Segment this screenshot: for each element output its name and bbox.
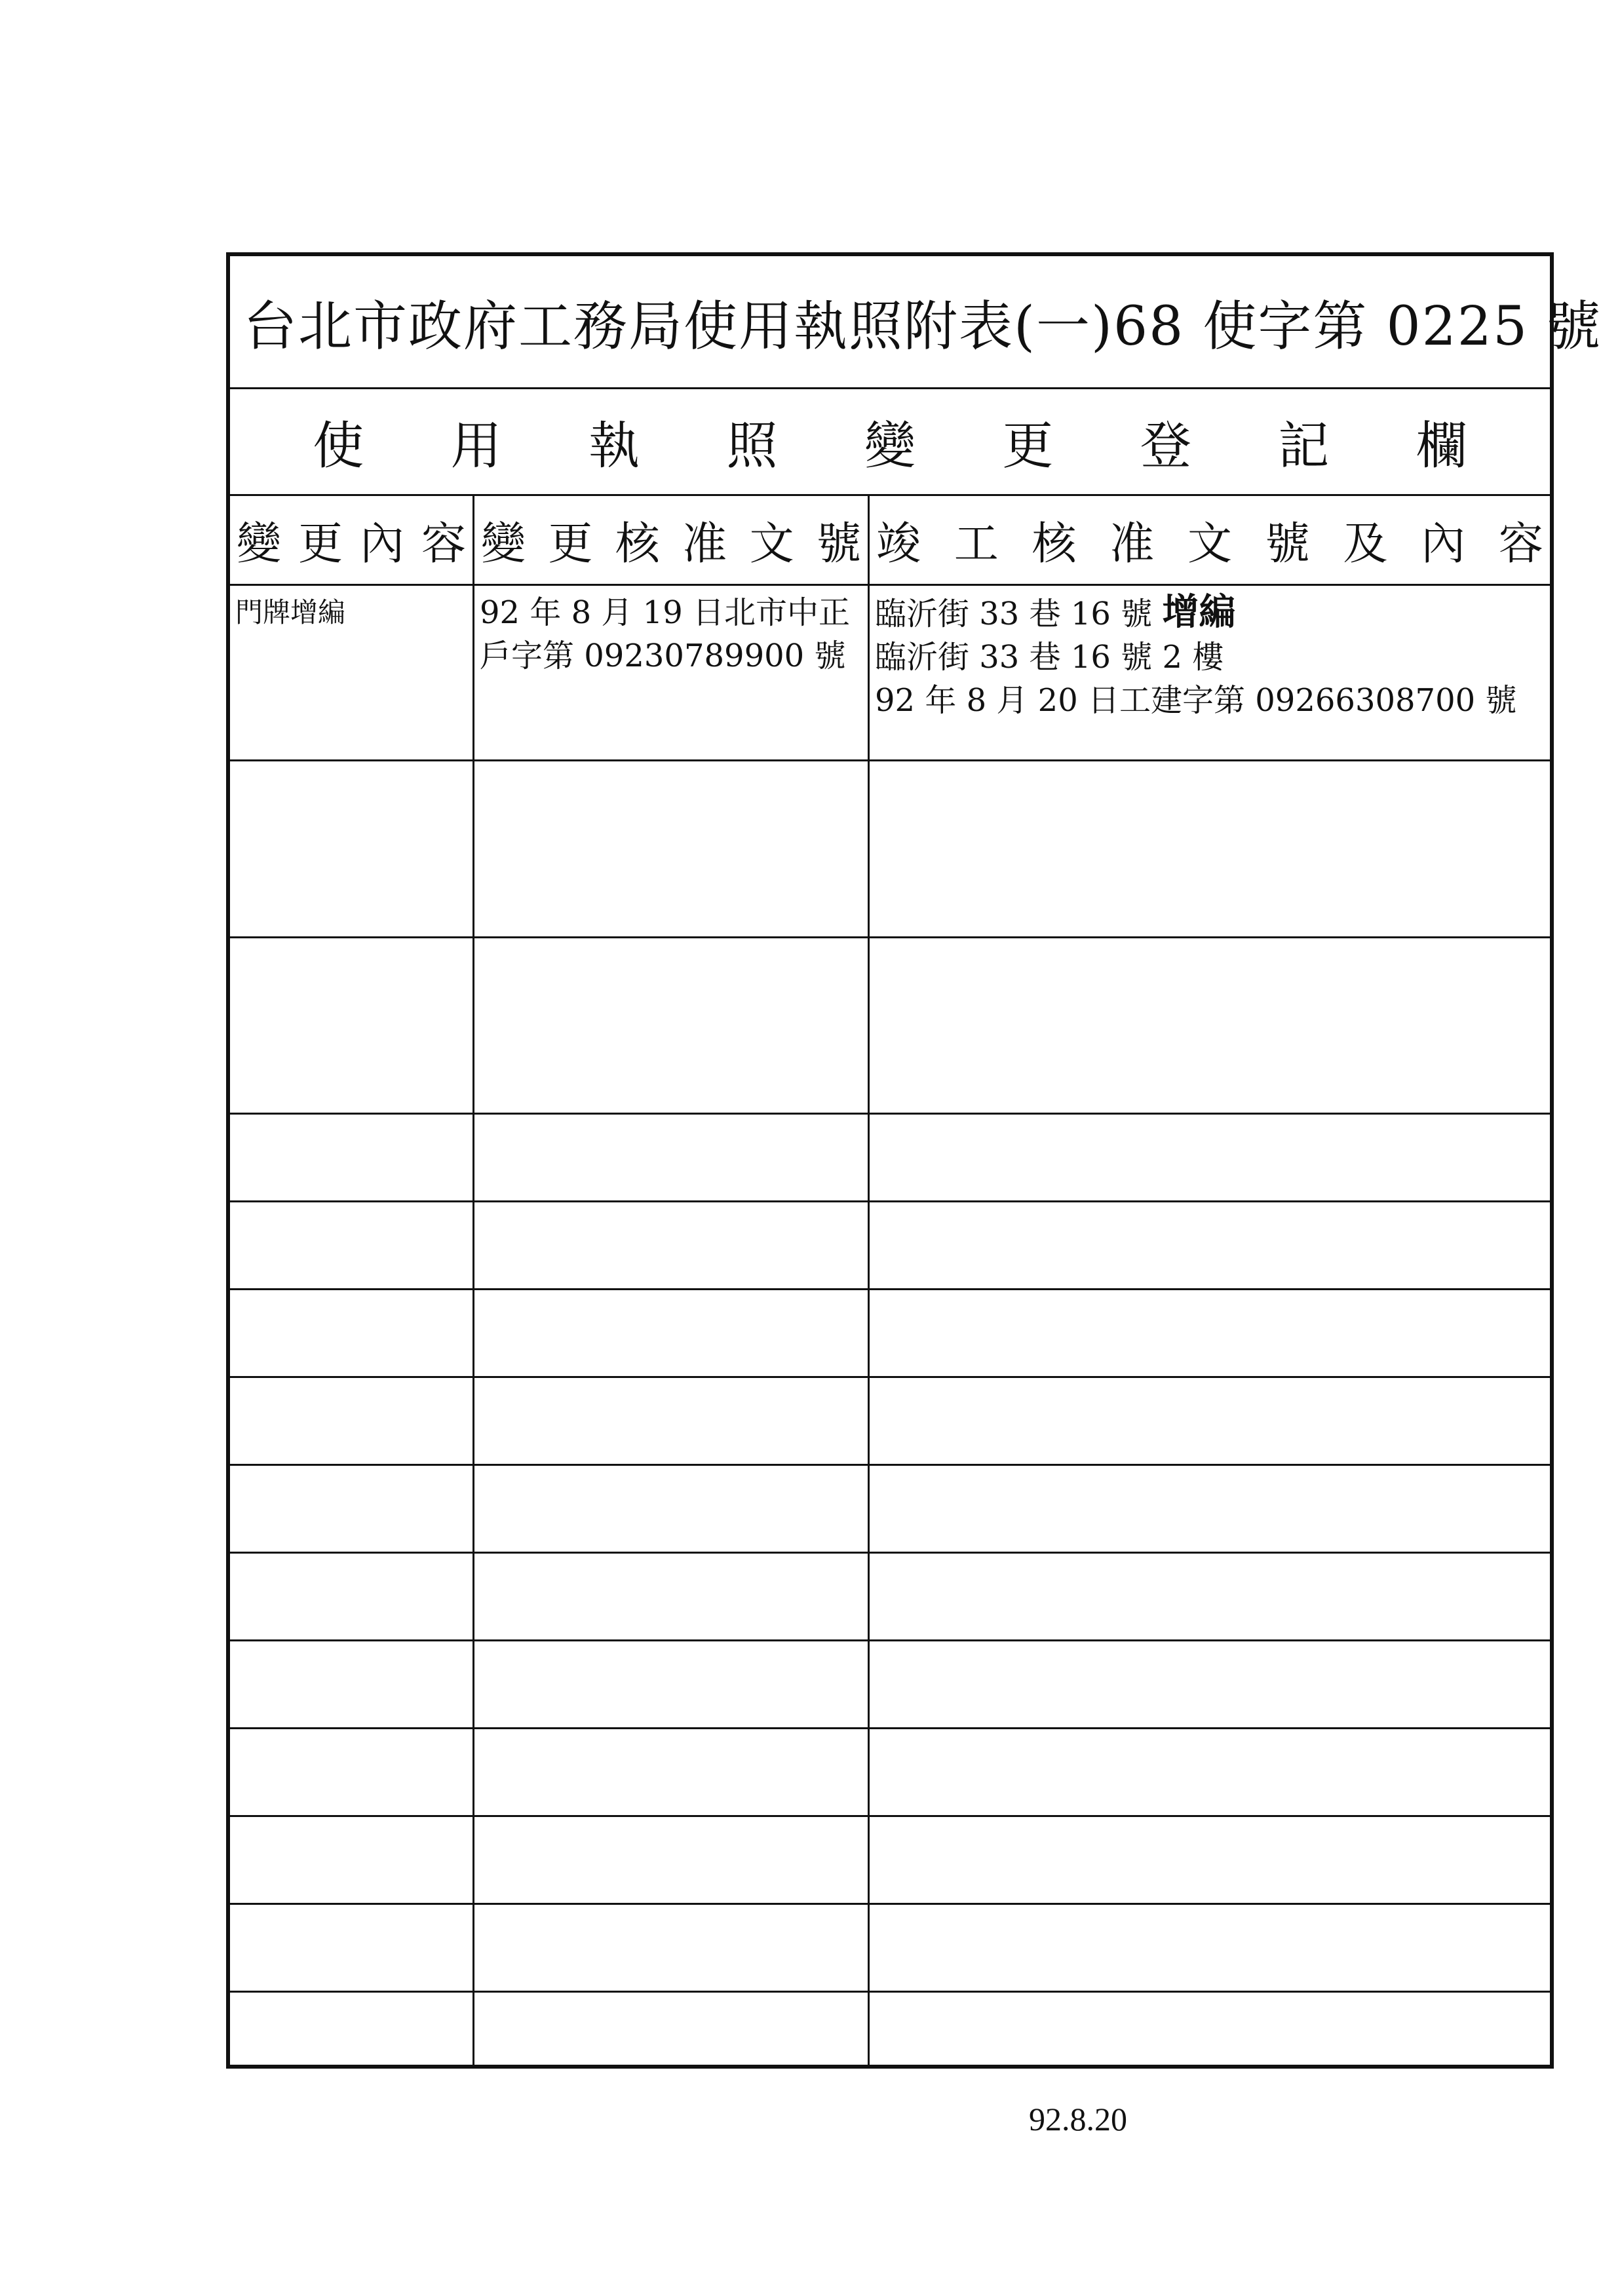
change-content-text: 門牌增編 xyxy=(235,596,346,628)
header-char: 核 xyxy=(615,518,660,570)
header-char: 准 xyxy=(1109,518,1155,570)
header-char: 號 xyxy=(816,518,861,570)
header-char: 核 xyxy=(1032,518,1077,570)
row-divider xyxy=(230,1727,1550,1729)
header-char: 容 xyxy=(421,518,466,570)
footer-date: 92.8.20 xyxy=(1029,2101,1127,2137)
completion-text: 92 年 8 月 20 日工建字第 09266308700 號 xyxy=(875,682,1517,719)
subtitle-char: 執 xyxy=(588,417,640,476)
completion-line xyxy=(875,591,1546,636)
completion-note: 增編 xyxy=(1162,591,1236,634)
column-header-approval-no xyxy=(474,496,868,584)
row-divider xyxy=(230,1639,1550,1641)
row-divider xyxy=(230,936,1550,938)
row-divider xyxy=(230,1903,1550,1905)
approval-no-line: 92 年 8 月 19 日北市中正 xyxy=(480,594,850,631)
header-char: 更 xyxy=(548,518,593,570)
column-header-change-content xyxy=(230,496,473,584)
approval-no-line: 戶字第 09230789900 號 xyxy=(480,638,846,674)
header-char: 更 xyxy=(298,518,343,570)
header-char: 變 xyxy=(481,518,526,570)
header-char: 變 xyxy=(237,518,282,570)
subtitle-char: 照 xyxy=(726,417,778,476)
header-char: 容 xyxy=(1498,518,1543,570)
form-title: 台北市政府工務局使用執照附表(一)68 使字第 0225 號 xyxy=(243,295,1602,358)
form-subtitle xyxy=(230,389,1550,494)
header-char: 號 xyxy=(1265,518,1310,570)
header-char: 內 xyxy=(359,518,404,570)
row-divider xyxy=(230,1376,1550,1378)
row-divider xyxy=(230,759,1550,761)
column-header-completion xyxy=(870,496,1550,584)
table-cell xyxy=(230,586,473,759)
header-char: 文 xyxy=(1187,518,1232,570)
header-char: 內 xyxy=(1421,518,1466,570)
row-divider xyxy=(230,1464,1550,1466)
header-char: 及 xyxy=(1343,518,1388,570)
subtitle-char: 登 xyxy=(1140,417,1191,476)
row-divider xyxy=(230,1288,1550,1290)
row-divider xyxy=(230,1200,1550,1202)
row-divider xyxy=(230,1991,1550,1993)
subtitle-char: 變 xyxy=(864,417,916,476)
completion-line xyxy=(875,679,1546,722)
completion-line xyxy=(875,636,1546,679)
row-divider xyxy=(230,1113,1550,1115)
header-char: 工 xyxy=(954,518,999,570)
table-cell xyxy=(870,586,1550,759)
subtitle-char: 記 xyxy=(1278,417,1330,476)
subtitle-char: 用 xyxy=(450,417,502,476)
subtitle-char: 更 xyxy=(1002,417,1054,476)
row-divider xyxy=(230,1552,1550,1554)
row-divider xyxy=(230,1815,1550,1817)
subtitle-char: 欄 xyxy=(1416,417,1467,476)
table-cell xyxy=(474,586,868,759)
header-char: 竣 xyxy=(876,518,921,570)
header-char: 文 xyxy=(749,518,794,570)
header-char: 准 xyxy=(682,518,727,570)
completion-text: 臨沂街 33 巷 16 號 xyxy=(875,596,1163,632)
subtitle-char: 使 xyxy=(313,417,364,476)
license-change-form xyxy=(226,252,1602,2069)
completion-text: 臨沂街 33 巷 16 號 2 樓 xyxy=(875,639,1224,676)
